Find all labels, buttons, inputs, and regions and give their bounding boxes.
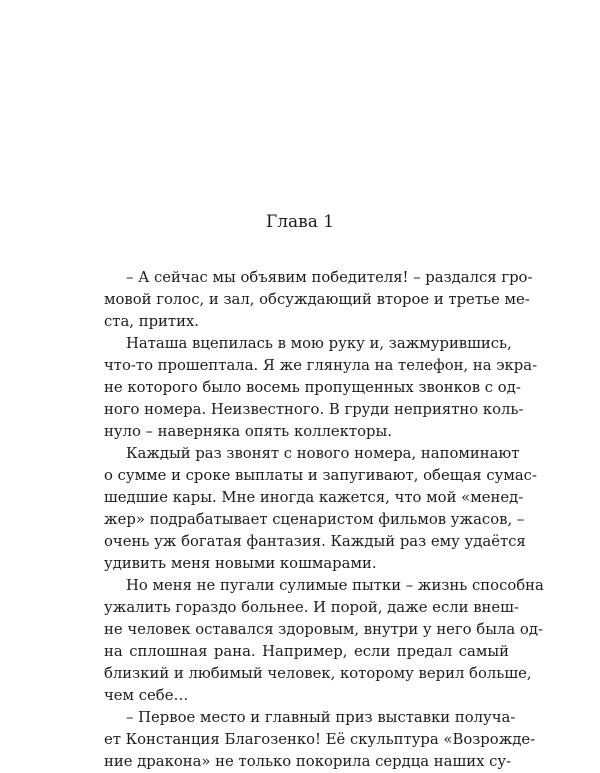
- text-line: о сумме и сроке выплаты и запугивают, обещая сумас-: [104, 467, 537, 484]
- chapter-body: [104, 267, 544, 773]
- text-line: на сплошная рана. Например, если предал самый: [104, 643, 509, 660]
- text-line: шедшие кары. Мне иногда кажется, что мой «менед-: [104, 489, 524, 506]
- paragraph: [104, 443, 537, 575]
- text-line: Каждый раз звонят с нового номера, напоминают: [126, 445, 520, 462]
- text-line: чем себе…: [104, 687, 189, 704]
- text-line: ние дракона» не только покорила сердца наших су-: [104, 753, 512, 770]
- text-line: ет Констанция Благозенко! Её скульптура «Возрожде-: [104, 731, 536, 748]
- paragraph: [104, 267, 533, 333]
- text-line: ного номера. Неизвестного. В груди неприятно коль-: [104, 401, 524, 418]
- text-line: – А сейчас мы объявим победителя! – раздался гро-: [126, 269, 533, 286]
- text-line: нуло – наверняка опять коллекторы.: [104, 423, 392, 440]
- text-line: не человек оставался здоровым, внутри у него была од-: [104, 621, 543, 638]
- text-line: Но меня не пугали сулимые пытки – жизнь способна: [126, 577, 544, 594]
- paragraph: [104, 333, 538, 443]
- text-line: что-то прошептала. Я же глянула на телефон, на экра-: [104, 357, 538, 374]
- text-line: жер» подрабатывает сценаристом фильмов ужасов, –: [104, 511, 525, 528]
- text-line: ужалить гораздо больнее. И порой, даже если внеш-: [104, 599, 519, 616]
- text-line: Наташа вцепилась в мою руку и, зажмурившись,: [126, 335, 512, 352]
- text-line: удивить меня новыми кошмарами.: [104, 555, 377, 572]
- text-line: очень уж богатая фантазия. Каждый раз ему удаётся: [104, 533, 526, 550]
- text-line: – Первое место и главный приз выставки получа-: [126, 709, 516, 726]
- chapter-title: Глава 1: [265, 212, 335, 232]
- text-line: мовой голос, и зал, обсуждающий второе и третье ме-: [104, 291, 530, 308]
- text-line: ста, притих.: [104, 313, 199, 330]
- text-line: близкий и любимый человек, которому верил больше,: [104, 665, 532, 682]
- paragraph: [104, 575, 544, 707]
- text-line: не которого было восемь пропущенных звонков с од-: [104, 379, 521, 396]
- paragraph: [104, 707, 536, 773]
